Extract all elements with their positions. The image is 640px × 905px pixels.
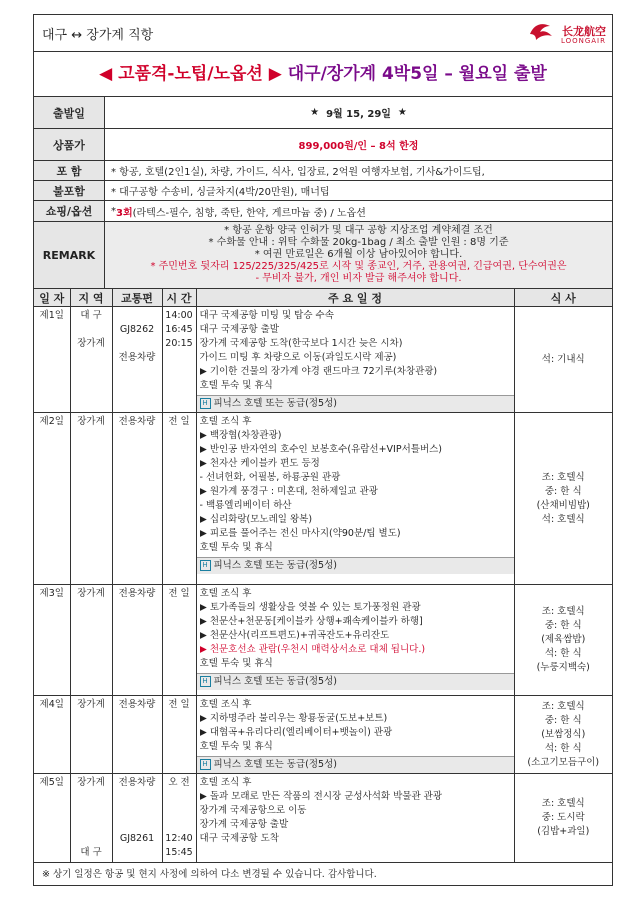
col-header-time: 시 간 xyxy=(162,289,196,307)
hotel-text: 피닉스 호텔 또는 동급(정5성) xyxy=(213,560,337,571)
region-text xyxy=(73,323,110,337)
schedule-cell xyxy=(196,774,514,863)
time-text: 16:45 xyxy=(165,324,193,335)
table-row-day3 xyxy=(34,585,612,696)
schedule-line: ▶ 천자산 케이블카 편도 등정 xyxy=(199,458,320,469)
star-icon: ★ xyxy=(310,107,320,118)
day-cell xyxy=(34,696,70,774)
time-text: 20:15 xyxy=(165,338,193,349)
schedule-cell xyxy=(196,413,514,585)
time-cell xyxy=(162,585,196,696)
meal-text: (산채비빔밥) xyxy=(536,499,590,511)
region-text xyxy=(73,804,110,818)
meal-cell xyxy=(514,307,612,413)
schedule-line: 호텔 조식 후 xyxy=(199,588,252,599)
time-text: 전 일 xyxy=(168,588,190,599)
meal-cell xyxy=(514,696,612,774)
region-text: 장가계 xyxy=(77,338,105,349)
shopping-label: 쇼핑/옵션 xyxy=(34,201,105,221)
time-cell xyxy=(162,307,196,413)
route-header xyxy=(34,15,612,52)
schedule-line: 장가계 국제공항 도착(한국보다 1시간 늦은 시차) xyxy=(199,338,403,349)
schedule-line: 장가계 국제공항 출발 xyxy=(199,819,289,830)
schedule-line: ▶ 천문산+천문동[케이블카 상행+쾌속케이블카 하행] xyxy=(199,616,423,627)
remark-line: * 주민번호 뒷자리 125/225/325/425로 시작 및 종교인, 거주, 관용여권, 긴급여권, 단수여권은 xyxy=(150,261,567,272)
schedule-line: 호텔 투숙 및 휴식 xyxy=(199,741,273,752)
meal-text: (김밥+과일) xyxy=(537,826,590,837)
shopping-row xyxy=(34,201,612,222)
meal-text: 조: 호텔식 xyxy=(541,606,585,617)
time-cell xyxy=(162,696,196,774)
remark-line: * 수화물 안내 : 위탁 수화물 20kg-1bag / 최소 출발 인원 : 8명 기준 xyxy=(208,237,509,248)
schedule-cell xyxy=(196,307,514,413)
time-text: 15:45 xyxy=(165,847,193,858)
day-label: 제3일 xyxy=(39,588,64,599)
remark-row xyxy=(34,222,612,289)
region-cell xyxy=(70,585,112,696)
region-cell xyxy=(70,774,112,863)
headline-left: 고품격-노팁/노옵션 xyxy=(118,64,263,84)
region-text xyxy=(73,818,110,832)
price-row xyxy=(34,129,612,161)
meal-cell xyxy=(514,585,612,696)
day-cell xyxy=(34,585,70,696)
meal-text: 조: 호텔식 xyxy=(541,798,585,809)
departure-value-cell xyxy=(105,97,612,128)
meal-text: 중: 한 식 xyxy=(544,714,582,726)
itinerary-document xyxy=(33,14,613,886)
schedule-line: 호텔 조식 후 xyxy=(199,777,252,788)
logo-text-en: LOONGAIR xyxy=(560,37,606,45)
schedule-line: ▶ 지하명주라 불리우는 황룡동굴(도보+보트) xyxy=(199,713,388,724)
col-header-meals: 식 사 xyxy=(514,289,612,307)
time-text: 12:40 xyxy=(165,833,193,844)
table-row-day5 xyxy=(34,774,612,863)
hotel-text: 피닉스 호텔 또는 동급(정5성) xyxy=(213,759,337,770)
departure-value: 9월 15, 29일 xyxy=(326,109,391,120)
footnote: ※ 상기 일정은 항공 및 현지 사정에 의하여 다소 변경될 수 있습니다. 감사합니다. xyxy=(42,869,377,880)
left-triangle-icon: ◀ xyxy=(99,64,113,84)
departure-row xyxy=(34,97,612,129)
region-cell xyxy=(70,307,112,413)
region-text xyxy=(73,790,110,804)
include-label: 포 함 xyxy=(34,161,105,180)
region-text xyxy=(73,832,110,846)
schedule-line: ▶ 대협곡+유리다리(엘리베이터+뱃놀이) 관광 xyxy=(199,727,393,738)
remark-list xyxy=(105,222,612,288)
hotel-text: 피닉스 호텔 또는 동급(정5성) xyxy=(213,398,337,409)
col-header-schedule: 주 요 일 정 xyxy=(196,289,514,307)
meal-text: 조: 호텔식 xyxy=(541,700,585,712)
airline-logo xyxy=(528,18,606,48)
schedule-cell xyxy=(196,585,514,696)
transport-cell xyxy=(112,307,162,413)
schedule-line: 호텔 조식 후 xyxy=(199,699,252,710)
day-cell xyxy=(34,413,70,585)
meal-text: 중: 도시락 xyxy=(541,812,585,823)
transport-text: GJ8262 xyxy=(119,324,155,335)
headline xyxy=(34,52,612,97)
region-text: 대 구 xyxy=(80,310,102,321)
transport-text xyxy=(115,790,160,804)
schedule-line: ▶ 천문산사(리프트편도)+귀곡잔도+유리잔도 xyxy=(199,630,390,641)
region-text: 장가계 xyxy=(77,588,105,599)
region-text: 장가계 xyxy=(77,416,105,427)
schedule-line: 호텔 투숙 및 휴식 xyxy=(199,658,273,669)
remark-line: * 항공 운항 양국 인허가 및 대구 공항 지상조업 계약체결 조건 xyxy=(224,225,493,236)
table-row-day2 xyxy=(34,413,612,585)
hotel-icon: H xyxy=(200,398,211,409)
schedule-line: ▶ 십리화랑(모노레일 왕복) xyxy=(199,514,313,525)
exclude-row xyxy=(34,181,612,201)
schedule-line: ▶ 돌과 모래로 만든 작품의 전시장 군성사석화 박물관 관광 xyxy=(199,791,443,802)
schedule-line: 대구 국제공항 미팅 및 탑승 수속 xyxy=(199,310,334,321)
region-cell xyxy=(70,696,112,774)
transport-text: 전용차량 xyxy=(118,416,156,427)
schedule-line: 호텔 투숙 및 휴식 xyxy=(199,380,273,391)
schedule-line: 호텔 투숙 및 휴식 xyxy=(199,542,273,553)
hotel-line xyxy=(197,395,514,412)
meal-text: 석: 기내식 xyxy=(541,353,585,365)
day-cell xyxy=(34,774,70,863)
schedule-line: - 선녀헌화, 어필봉, 하룡공원 관광 xyxy=(199,472,341,483)
meal-cell xyxy=(514,774,612,863)
schedule-line: ▶ 피로를 풀어주는 전신 마사지(약90분/팁 별도) xyxy=(199,528,401,539)
region-text: 장가계 xyxy=(77,699,105,710)
table-header-row xyxy=(34,289,612,307)
time-text: 14:00 xyxy=(165,310,193,321)
region-text: 대 구 xyxy=(80,847,102,858)
transport-text xyxy=(115,818,160,832)
departure-label: 출발일 xyxy=(34,97,105,128)
hotel-icon: H xyxy=(200,560,211,571)
transport-text: 전용차량 xyxy=(118,777,156,788)
hotel-line xyxy=(197,756,514,773)
logo-text: 长龙航空 xyxy=(562,25,606,38)
meal-text: (제육쌈밥) xyxy=(541,634,586,645)
headline-right: 대구/장가계 4박5일 – 월요일 출발 xyxy=(287,64,547,84)
col-header-day: 일 자 xyxy=(34,289,70,307)
time-text: 오 전 xyxy=(168,777,190,788)
transport-text: 전용차량 xyxy=(118,352,156,363)
include-value: * 항공, 호텔(2인1실), 차량, 가이드, 식사, 입장료, 2억원 여행자보험, 기사&가이드팁, xyxy=(111,167,485,178)
schedule-line: 가이드 미팅 후 차량으로 이동(과일도시락 제공) xyxy=(199,352,397,363)
col-header-transport: 교통편 xyxy=(112,289,162,307)
meal-text: 석: 한 식 xyxy=(544,742,582,754)
itinerary-table xyxy=(34,289,612,863)
time-cell xyxy=(162,774,196,863)
transport-cell xyxy=(112,585,162,696)
remark-label: REMARK xyxy=(34,222,105,288)
shopping-count: 3회 xyxy=(116,207,133,219)
meal-text: 조: 호텔식 xyxy=(541,471,585,483)
time-text xyxy=(165,804,194,818)
exclude-label: 불포함 xyxy=(34,181,105,200)
meal-text: 중: 한 식 xyxy=(544,620,582,631)
meal-text: 중: 한 식 xyxy=(544,485,582,497)
transport-text xyxy=(115,804,160,818)
transport-cell xyxy=(112,774,162,863)
hotel-text: 피닉스 호텔 또는 동급(정5성) xyxy=(213,676,337,687)
region-text: 장가계 xyxy=(77,777,105,788)
star-icon: ★ xyxy=(397,107,407,118)
table-row-day1 xyxy=(34,307,612,413)
meal-text: (누룽지백숙) xyxy=(536,662,590,673)
schedule-line: 호텔 조식 후 xyxy=(199,416,252,427)
price-label: 상품가 xyxy=(34,129,105,160)
remark-line: - 무비자 불가, 개인 비자 발급 해주셔야 합니다. xyxy=(255,273,462,284)
include-row xyxy=(34,161,612,181)
schedule-line: - 백룡엘리베이터 하산 xyxy=(199,500,292,511)
transport-text xyxy=(115,846,160,860)
schedule-line: ▶ 토가족들의 생활상을 엿볼 수 있는 토가풍정원 관광 xyxy=(199,602,421,613)
dragon-icon xyxy=(528,20,554,42)
shopping-value: (라텍스-필수, 침향, 죽탄, 한약, 게르마늄 중) / 노옵션 xyxy=(132,207,366,219)
time-cell xyxy=(162,413,196,585)
schedule-cell xyxy=(196,696,514,774)
transport-text xyxy=(115,309,160,323)
transport-text: 전용차량 xyxy=(118,588,156,599)
region-cell xyxy=(70,413,112,585)
price-value: 899,000원/인 – 8석 한정 xyxy=(298,141,419,152)
schedule-line: ▶ 기이한 건물의 장가계 야경 랜드마크 72기루(차창관광) xyxy=(199,366,438,377)
hotel-icon: H xyxy=(200,676,211,687)
transport-text: GJ8261 xyxy=(119,833,155,844)
shopping-value-cell xyxy=(105,201,612,221)
time-text xyxy=(165,790,194,804)
col-header-region: 지 역 xyxy=(70,289,112,307)
route-title: 대구 ↔ 장가계 직항 xyxy=(42,28,154,43)
meal-cell xyxy=(514,413,612,585)
exclude-value: * 대구공항 수송비, 싱글차지(4박/20만원), 매너팁 xyxy=(111,187,330,198)
meal-text: 석: 호텔식 xyxy=(541,513,585,525)
transport-text: 전용차량 xyxy=(118,699,156,710)
table-row-day4 xyxy=(34,696,612,774)
schedule-line: 대구 국제공항 도착 xyxy=(199,833,279,844)
shopping-prefix: * xyxy=(111,205,116,217)
meal-text: 석: 한 식 xyxy=(544,648,582,659)
time-text xyxy=(165,818,194,832)
day-label: 제1일 xyxy=(39,310,64,321)
transport-text xyxy=(115,337,160,351)
schedule-line: ▶ 반인공 반자연의 호수인 보봉호수(유람선+VIP서틀버스) xyxy=(199,444,443,455)
time-text: 전 일 xyxy=(168,416,190,427)
schedule-line: 장가계 국제공항으로 이동 xyxy=(199,805,307,816)
meal-text: (소고기모듬구이) xyxy=(527,756,600,768)
right-triangle-icon: ▶ xyxy=(268,64,282,84)
meal-text: (보쌈정식) xyxy=(541,728,586,740)
day-cell xyxy=(34,307,70,413)
day-label: 제4일 xyxy=(39,699,64,710)
hotel-icon: H xyxy=(200,759,211,770)
hotel-line xyxy=(197,557,514,574)
transport-cell xyxy=(112,413,162,585)
time-text: 전 일 xyxy=(168,699,190,710)
schedule-line: ▶ 천문호선쇼 관람(우천시 매력상서쇼로 대체 됩니다.) xyxy=(199,644,426,655)
day-label: 제2일 xyxy=(39,416,64,427)
hotel-line xyxy=(197,673,514,690)
remark-line: * 여권 만료일은 6개월 이상 남아있어야 합니다. xyxy=(254,249,463,260)
schedule-line: ▶ 백장협(차창관광) xyxy=(199,430,282,441)
transport-cell xyxy=(112,696,162,774)
schedule-line: ▶ 원가계 풍경구 : 미혼대, 천하제일교 관광 xyxy=(199,486,378,497)
day-label: 제5일 xyxy=(39,777,64,788)
schedule-line: 대구 국제공항 출발 xyxy=(199,324,279,335)
